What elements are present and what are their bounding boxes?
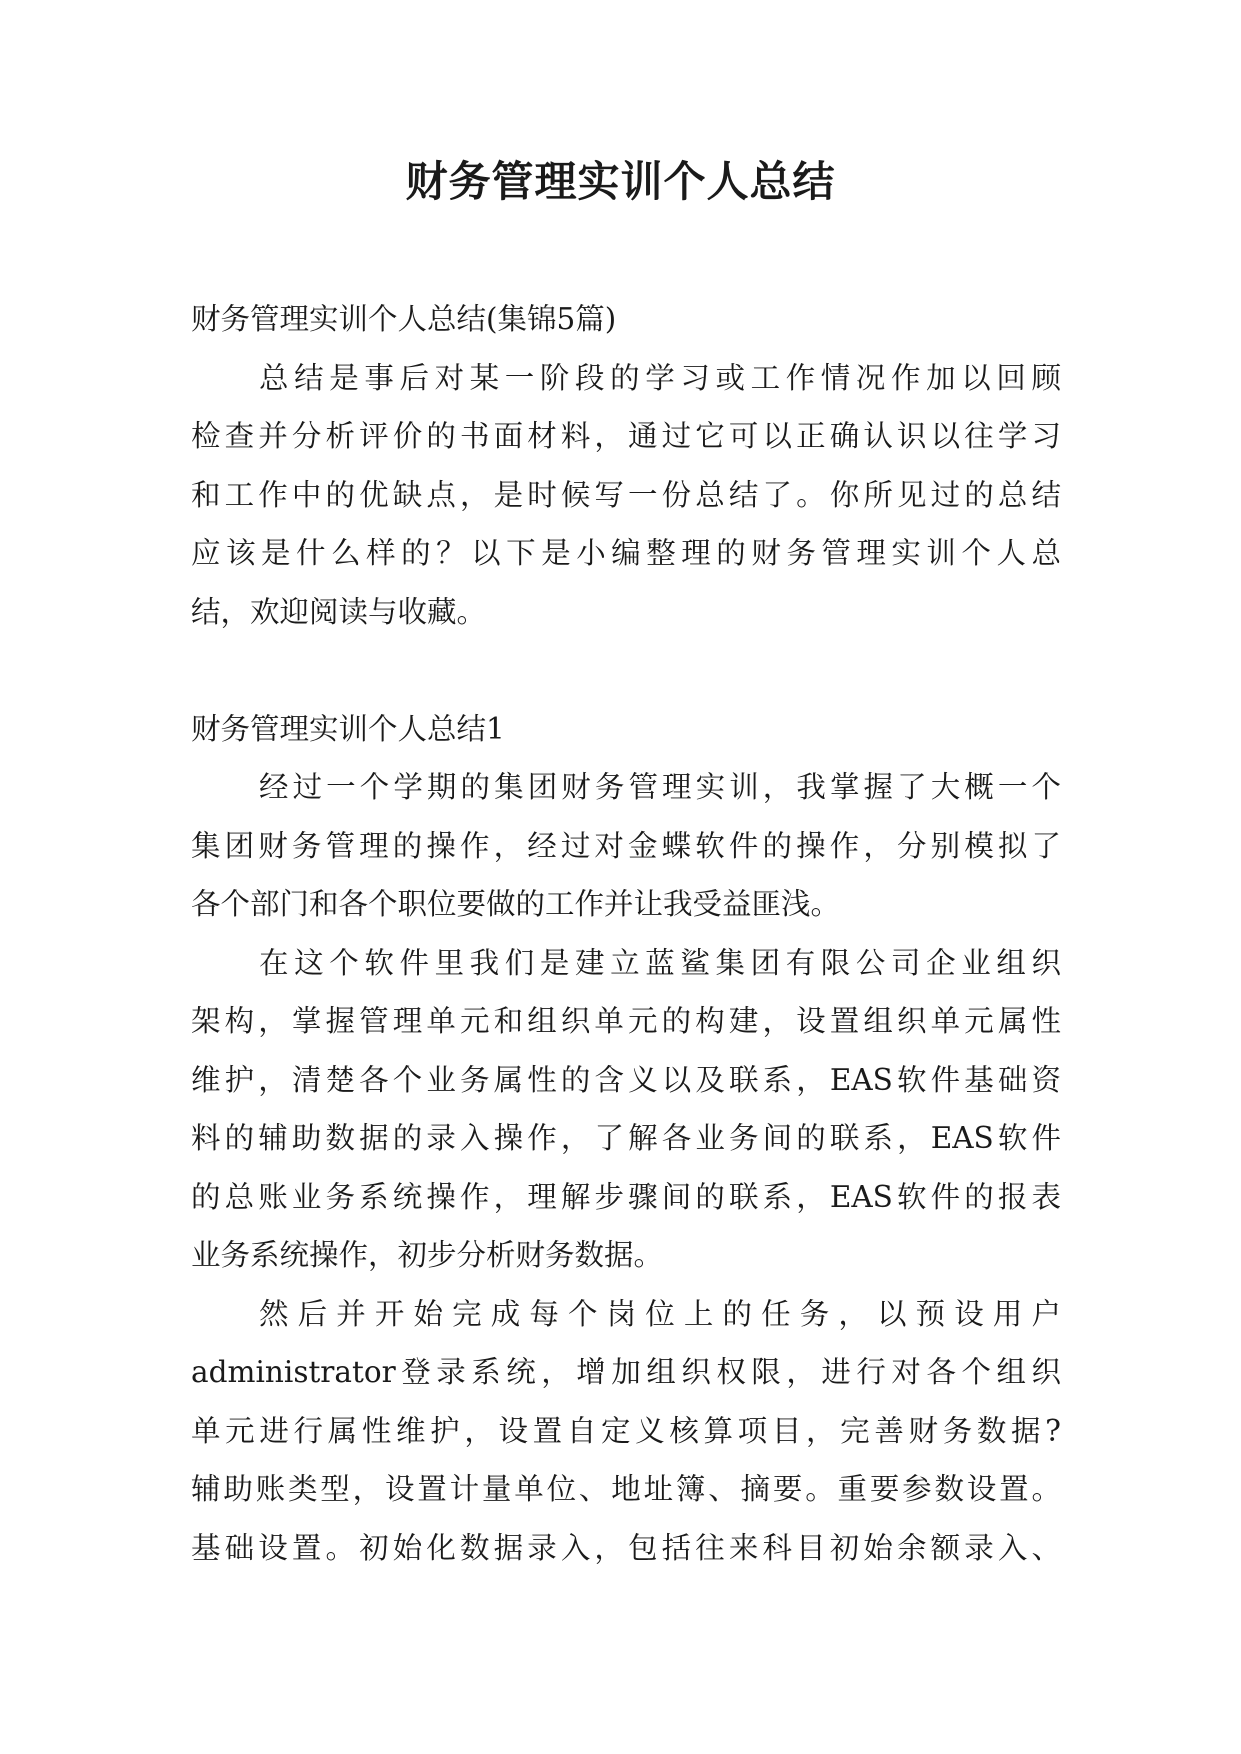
paragraph-3 bbox=[191, 1285, 1061, 1578]
paragraph-line: 单元进行属性维护，设置自定义核算项目，完善财务数据? bbox=[191, 1413, 1061, 1448]
paragraph-line: 的总账业务系统操作，理解步骤间的联系，EAS软件的报表 bbox=[191, 1179, 1061, 1214]
paragraph-line: 辅助账类型，设置计量单位、地址簿、摘要。重要参数设置。 bbox=[191, 1472, 1061, 1506]
paragraph-line: 应该是什么样的？以下是小编整理的财务管理实训个人总 bbox=[191, 536, 1061, 570]
paragraph-line: administrator登录系统，增加组织权限，进行对各个组织 bbox=[191, 1355, 1061, 1389]
paragraph-line: 检查并分析评价的书面材料，通过它可以正确认识以往学习 bbox=[191, 419, 1061, 453]
paragraph-1 bbox=[191, 758, 1061, 934]
paragraph-line: 结，欢迎阅读与收藏。 bbox=[191, 594, 487, 629]
paragraph-2 bbox=[191, 934, 1061, 1285]
paragraph-line: 经过一个学期的集团财务管理实训，我掌握了大概一个 bbox=[259, 770, 1061, 804]
document-subtitle: 财务管理实训个人总结(集锦5篇) bbox=[191, 302, 617, 336]
paragraph-line: 然后并开始完成每个岗位上的任务，以预设用户 bbox=[259, 1296, 1061, 1331]
spacer bbox=[191, 641, 1061, 700]
intro-paragraph bbox=[191, 349, 1061, 642]
paragraph-line: 料的辅助数据的录入操作，了解各业务间的联系，EAS软件 bbox=[191, 1121, 1061, 1155]
paragraph-line: 集团财务管理的操作，经过对金蝶软件的操作，分别模拟了 bbox=[191, 828, 1061, 863]
document-body bbox=[191, 290, 1061, 1577]
paragraph-line: 总结是事后对某一阶段的学习或工作情况作加以回顾 bbox=[259, 360, 1061, 395]
document-title: 财务管理实训个人总结 bbox=[405, 157, 836, 206]
paragraph-line: 各个部门和各个职位要做的工作并让我受益匪浅。 bbox=[191, 887, 841, 921]
paragraph-line: 维护，清楚各个业务属性的含义以及联系，EAS软件基础资 bbox=[191, 1062, 1061, 1097]
paragraph-line: 和工作中的优缺点，是时候写一份总结了。你所见过的总结 bbox=[191, 477, 1061, 512]
section-heading: 财务管理实训个人总结1 bbox=[191, 711, 505, 746]
paragraph-line: 业务系统操作，初步分析财务数据。 bbox=[191, 1238, 664, 1272]
paragraph-line: 基础设置。初始化数据录入，包括往来科目初始余额录入、 bbox=[191, 1530, 1061, 1565]
paragraph-line: 在这个软件里我们是建立蓝鲨集团有限公司企业组织 bbox=[259, 945, 1061, 980]
paragraph-line: 架构，掌握管理单元和组织单元的构建，设置组织单元属性 bbox=[191, 1004, 1061, 1038]
